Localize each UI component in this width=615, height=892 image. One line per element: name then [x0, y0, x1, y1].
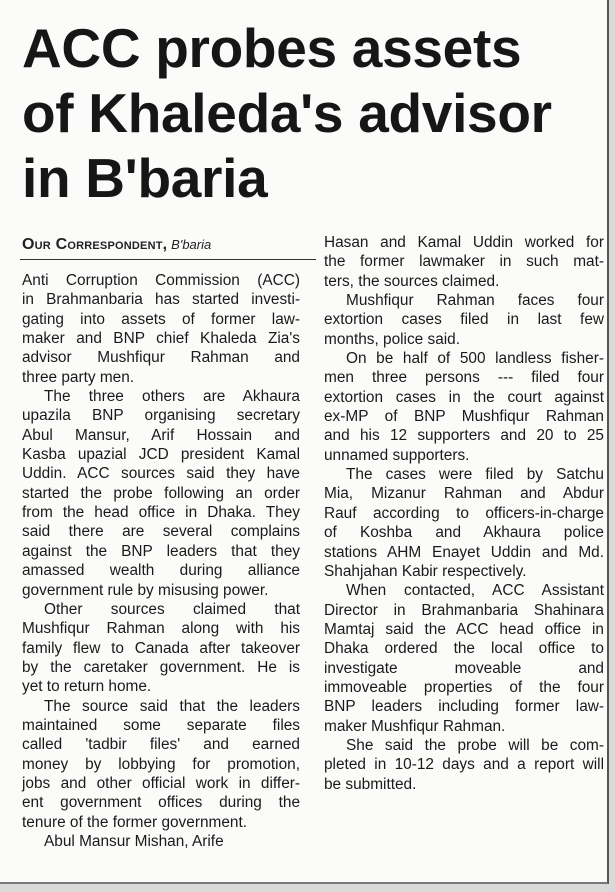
- text-line: She said the probe will be com-: [346, 736, 604, 754]
- text-line: money by lobbying for promotion,: [22, 755, 300, 773]
- text-line: amassed wealth during alliance: [22, 562, 300, 580]
- paragraph: [324, 465, 604, 581]
- paragraph: [324, 736, 604, 794]
- text-line: Other sources claimed that: [44, 600, 300, 618]
- text-line: three party men.: [22, 368, 135, 386]
- text-line: Rauf according to officers-in-charge: [324, 504, 604, 522]
- text-line: in Brahmanbaria has started investi-: [22, 291, 300, 309]
- text-line: of Koshba and Akhaura police: [324, 524, 604, 542]
- text-line: be submitted.: [324, 775, 417, 793]
- text-line: maker Mushfiqur Rahman.: [324, 717, 506, 735]
- text-line: Mushfiqur Rahman faces four: [346, 292, 604, 310]
- text-line: Anti Corruption Commission (ACC): [22, 272, 300, 289]
- text-line: the former lawmaker in such mat-: [324, 253, 604, 271]
- byline-author: Our Correspondent,: [22, 236, 168, 253]
- text-line: family flew to Canada after takeover: [22, 639, 300, 657]
- text-line: months, police said.: [324, 330, 461, 348]
- paragraph: [324, 233, 604, 291]
- text-line: Uddin. ACC sources said they have: [22, 465, 300, 483]
- text-line: When contacted, ACC Assistant: [346, 582, 604, 600]
- text-column-left: [22, 271, 300, 851]
- paragraph: [22, 697, 300, 832]
- text-line: investigate moveable and: [324, 659, 604, 677]
- text-line: Hasan and Kamal Uddin worked for: [324, 234, 604, 251]
- paragraph: [22, 271, 300, 387]
- text-line: Dhaka ordered the local office to: [324, 640, 604, 658]
- text-line: extortion cases filed in last few: [324, 311, 604, 329]
- text-line: unnamed supporters.: [324, 446, 470, 464]
- headline: [22, 16, 607, 211]
- headline-line: of Khaleda's advisor: [22, 82, 552, 144]
- text-line: and his 12 supporters and 20 to 25: [324, 427, 604, 445]
- text-line: The cases were filed by Satchu: [346, 466, 604, 484]
- text-line: Mia, Mizanur Rahman and Abdur: [324, 485, 604, 503]
- headline-line: in B'baria: [22, 147, 268, 209]
- text-line: maker and BNP chief Khaleda Zia's: [22, 330, 300, 348]
- text-line: The three others are Akhaura: [44, 388, 300, 406]
- text-line: against the BNP leaders that they: [22, 542, 300, 560]
- text-line: Abul Mansur, Arif Hossain and: [22, 426, 300, 444]
- text-line: from the head office in Dhaka. They: [22, 504, 300, 522]
- text-line: tenure of the former government.: [22, 813, 247, 831]
- text-line: On be half of 500 landless fisher-: [346, 350, 604, 368]
- byline: [22, 236, 312, 254]
- paragraph: [22, 387, 300, 600]
- headline-line: ACC probes assets: [22, 17, 522, 79]
- text-line: Kasba upazial JCD president Kamal: [22, 446, 300, 464]
- text-line: ters, the sources claimed.: [324, 272, 500, 290]
- text-line: Mamtaj said the ACC head office in: [324, 620, 604, 638]
- text-line: called 'tadbir files' and earned: [22, 736, 300, 754]
- text-line: pleted in 10-12 days and a report will: [324, 756, 604, 774]
- text-line: Director in Brahmanbaria Shahinara: [324, 601, 604, 619]
- text-line: men three persons --- filed four: [324, 369, 604, 387]
- paragraph: [22, 600, 300, 697]
- text-line: said there are several complains: [22, 523, 300, 541]
- text-line: by the caretaker government. He is: [22, 658, 300, 676]
- paragraph: [324, 581, 604, 736]
- paragraph: [324, 291, 604, 349]
- text-line: jobs and other official work in differ-: [22, 774, 300, 792]
- text-line: The source said that the leaders: [44, 697, 300, 715]
- text-line: yet to return home.: [22, 678, 152, 696]
- text-line: stations AHM Enayet Uddin and Md.: [324, 543, 604, 561]
- byline-place: B'baria: [171, 237, 212, 252]
- paragraph: [324, 349, 604, 465]
- text-line: ex-MP of BNP Mushfiqur Rahman: [324, 408, 604, 426]
- text-line: upazila BNP organising secretary: [22, 407, 300, 425]
- text-line: ent government offices during the: [22, 794, 300, 812]
- text-line: advisor Mushfiqur Rahman and: [22, 349, 300, 367]
- text-line: immoveable properties of the four: [324, 678, 604, 696]
- byline-divider: [20, 259, 316, 260]
- text-line: started the probe following an order: [22, 484, 300, 502]
- text-line: BNP leaders including former law-: [324, 698, 604, 716]
- text-column-right: [324, 233, 604, 794]
- text-line: government rule by misusing power.: [22, 581, 269, 599]
- text-line: Shahjahan Kabir respectively.: [324, 562, 527, 580]
- text-line: maintained some separate files: [22, 716, 300, 734]
- text-line: Abul Mansur Mishan, Arife: [44, 832, 224, 850]
- paragraph: [22, 832, 300, 851]
- text-line: extortion cases in the court against: [324, 388, 604, 406]
- text-line: gating into assets of former law-: [22, 310, 300, 328]
- text-line: Mushfiqur Rahman along with his: [22, 620, 300, 638]
